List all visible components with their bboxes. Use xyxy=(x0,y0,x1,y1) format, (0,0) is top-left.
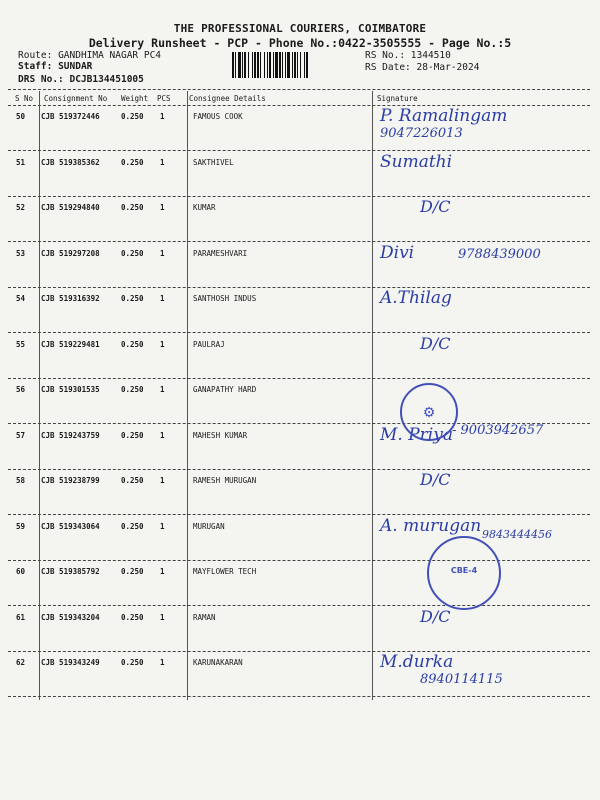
weight-cell: 0.250 xyxy=(121,203,144,212)
weight-cell: 0.250 xyxy=(121,476,144,485)
rs-date-value: 28-Mar-2024 xyxy=(416,62,480,73)
sno-cell: 60 xyxy=(16,567,26,576)
consignee-cell: GANAPATHY HARD xyxy=(193,385,257,394)
table-row xyxy=(0,340,600,356)
sno-cell: 55 xyxy=(16,339,26,349)
consignee-cell: FAMOUS COOK xyxy=(193,112,243,121)
col-signature-header: Signature xyxy=(377,94,418,103)
signature-phone-note: 9843444456 xyxy=(482,527,552,541)
pcs-cell: 1 xyxy=(160,658,165,667)
signature-phone-note: - 9003942657 xyxy=(452,422,544,438)
barcode-bar xyxy=(308,52,309,78)
consignee-cell: SAKTHIVEL xyxy=(193,157,234,167)
staff-line xyxy=(18,61,92,72)
table-row xyxy=(0,476,600,492)
stamp-logo-icon: ⚙ xyxy=(422,405,436,421)
pcs-cell: 1 xyxy=(160,430,165,440)
rs-no-value: 1344510 xyxy=(410,50,451,61)
pcs-cell: 1 xyxy=(160,248,165,258)
consignment-cell: CJB 519229481 xyxy=(41,339,100,349)
pcs-cell: 1 xyxy=(160,112,165,121)
consignment-cell: CJB 519343204 xyxy=(41,612,100,622)
row-separator xyxy=(8,605,590,606)
drs-line xyxy=(18,74,144,85)
pcs-cell: 1 xyxy=(160,612,165,622)
col-consignment-header: Consignment No xyxy=(44,94,108,103)
drs-label: DRS No.: xyxy=(18,74,64,85)
sno-cell: 54 xyxy=(16,294,26,303)
consignee-cell: PARAMESHVARI xyxy=(193,248,248,258)
rs-date-line xyxy=(365,62,479,73)
weight-cell: 0.250 xyxy=(121,157,144,167)
sno-cell: 50 xyxy=(16,112,26,121)
consignee-cell: KARUNAKARAN xyxy=(193,658,243,667)
signature-handwriting: D/C xyxy=(420,333,451,353)
consignment-cell: CJB 519238799 xyxy=(41,476,100,485)
consignment-cell: CJB 519385792 xyxy=(41,567,100,576)
signature-handwriting: D/C xyxy=(420,470,451,489)
row-separator xyxy=(8,241,590,242)
route-label: Route: xyxy=(18,50,53,61)
consignee-cell: RAMAN xyxy=(193,612,216,622)
consignment-cell: CJB 519385362 xyxy=(41,157,100,167)
weight-cell: 0.250 xyxy=(121,430,144,440)
row-separator xyxy=(8,560,590,561)
sno-cell: 61 xyxy=(16,612,26,622)
rs-no-label: RS No.: xyxy=(365,50,406,61)
table-top-rule xyxy=(8,89,590,90)
signature-handwriting: M. Priya xyxy=(380,424,453,445)
row-separator xyxy=(8,469,590,470)
weight-cell: 0.250 xyxy=(121,294,144,303)
signature-handwriting: D/C xyxy=(420,606,451,626)
company-stamp-1 xyxy=(400,383,458,441)
col-weight-header: Weight xyxy=(121,94,149,103)
weight-cell: 0.250 xyxy=(121,567,144,576)
pcs-cell: 1 xyxy=(160,521,165,531)
sno-cell: 51 xyxy=(16,157,26,167)
rs-date-label: RS Date: xyxy=(365,62,411,73)
table-row xyxy=(0,203,600,219)
signature-handwriting: Divi xyxy=(380,242,415,263)
row-separator xyxy=(8,287,590,288)
signature-handwriting: A. murugan xyxy=(380,515,482,536)
consignment-cell: CJB 519343064 xyxy=(41,521,100,531)
weight-cell: 0.250 xyxy=(121,248,144,258)
signature-handwriting: Sumathi xyxy=(380,151,453,172)
weight-cell: 0.250 xyxy=(121,339,144,349)
rs-no-line xyxy=(365,50,451,61)
consignment-cell: CJB 519316392 xyxy=(41,294,100,303)
table-row xyxy=(0,613,600,629)
route-value: GANDHIMA NAGAR PC4 xyxy=(58,50,162,61)
company-stamp-2 xyxy=(427,536,501,610)
route-line xyxy=(18,50,161,61)
col-pcs-header: PCS xyxy=(157,94,171,103)
staff-value: SUNDAR xyxy=(58,61,93,72)
table-row xyxy=(0,658,600,674)
consignee-cell: RAMESH MURUGAN xyxy=(193,476,257,485)
table-row xyxy=(0,567,600,583)
weight-cell: 0.250 xyxy=(121,521,144,531)
table-row xyxy=(0,385,600,401)
sno-cell: 52 xyxy=(16,203,26,212)
weight-cell: 0.250 xyxy=(121,612,144,622)
consignee-cell: MURUGAN xyxy=(193,521,225,531)
row-separator xyxy=(8,696,590,697)
drs-value: DCJB134451005 xyxy=(69,74,144,85)
signature-handwriting: D/C xyxy=(420,197,451,216)
consignee-cell: MAYFLOWER TECH xyxy=(193,567,257,576)
consignee-cell: KUMAR xyxy=(193,203,216,212)
barcode-image xyxy=(232,52,358,78)
stamp-center-icon: CBE-4 xyxy=(450,566,478,575)
staff-label: Staff: xyxy=(18,61,53,72)
consignment-cell: CJB 519343249 xyxy=(41,658,100,667)
consignment-cell: CJB 519243759 xyxy=(41,430,100,440)
consignment-cell: CJB 519372446 xyxy=(41,112,100,121)
consignee-cell: PAULRAJ xyxy=(193,339,225,349)
signature-handwriting: A.Thilag xyxy=(380,288,452,308)
pcs-cell: 1 xyxy=(160,294,165,303)
sno-cell: 59 xyxy=(16,521,26,531)
pcs-cell: 1 xyxy=(160,385,165,394)
table-row xyxy=(0,294,600,310)
pcs-cell: 1 xyxy=(160,203,165,212)
col-consignee-header: Consignee Details xyxy=(189,94,266,103)
sno-cell: 62 xyxy=(16,658,26,667)
weight-cell: 0.250 xyxy=(121,112,144,121)
consignment-cell: CJB 519297208 xyxy=(41,248,100,258)
sno-cell: 57 xyxy=(16,430,26,440)
sno-cell: 58 xyxy=(16,476,26,485)
row-separator xyxy=(8,514,590,515)
runsheet-title: Delivery Runsheet - PCP - Phone No.:0422-3505555 - Page No.:5 xyxy=(88,36,512,50)
col-sno-header: S No xyxy=(15,94,34,103)
row-separator xyxy=(8,150,590,151)
sno-cell: 56 xyxy=(16,385,26,394)
pcs-cell: 1 xyxy=(160,567,165,576)
signature-phone-note: 8940114115 xyxy=(420,672,503,687)
table-row xyxy=(0,112,600,128)
consignment-cell: CJB 519294840 xyxy=(41,203,100,212)
sno-cell: 53 xyxy=(16,248,26,258)
signature-phone-note: 9047226013 xyxy=(380,126,463,141)
row-separator xyxy=(8,651,590,652)
row-separator xyxy=(8,332,590,333)
pcs-cell: 1 xyxy=(160,476,165,485)
pcs-cell: 1 xyxy=(160,157,165,167)
row-separator xyxy=(8,378,590,379)
signature-phone-note: 9788439000 xyxy=(458,246,541,262)
weight-cell: 0.250 xyxy=(121,658,144,667)
row-separator xyxy=(8,196,590,197)
signature-handwriting: P. Ramalingam xyxy=(380,106,508,126)
pcs-cell: 1 xyxy=(160,339,165,349)
signature-handwriting: M.durka xyxy=(380,652,454,672)
table-row xyxy=(0,158,600,174)
consignee-cell: SANTHOSH INDUS xyxy=(193,294,257,303)
consignee-cell: MAHESH KUMAR xyxy=(193,430,248,440)
company-title: THE PROFESSIONAL COURIERS, COIMBATORE xyxy=(173,22,427,35)
consignment-cell: CJB 519301535 xyxy=(41,385,100,394)
weight-cell: 0.250 xyxy=(121,385,144,394)
